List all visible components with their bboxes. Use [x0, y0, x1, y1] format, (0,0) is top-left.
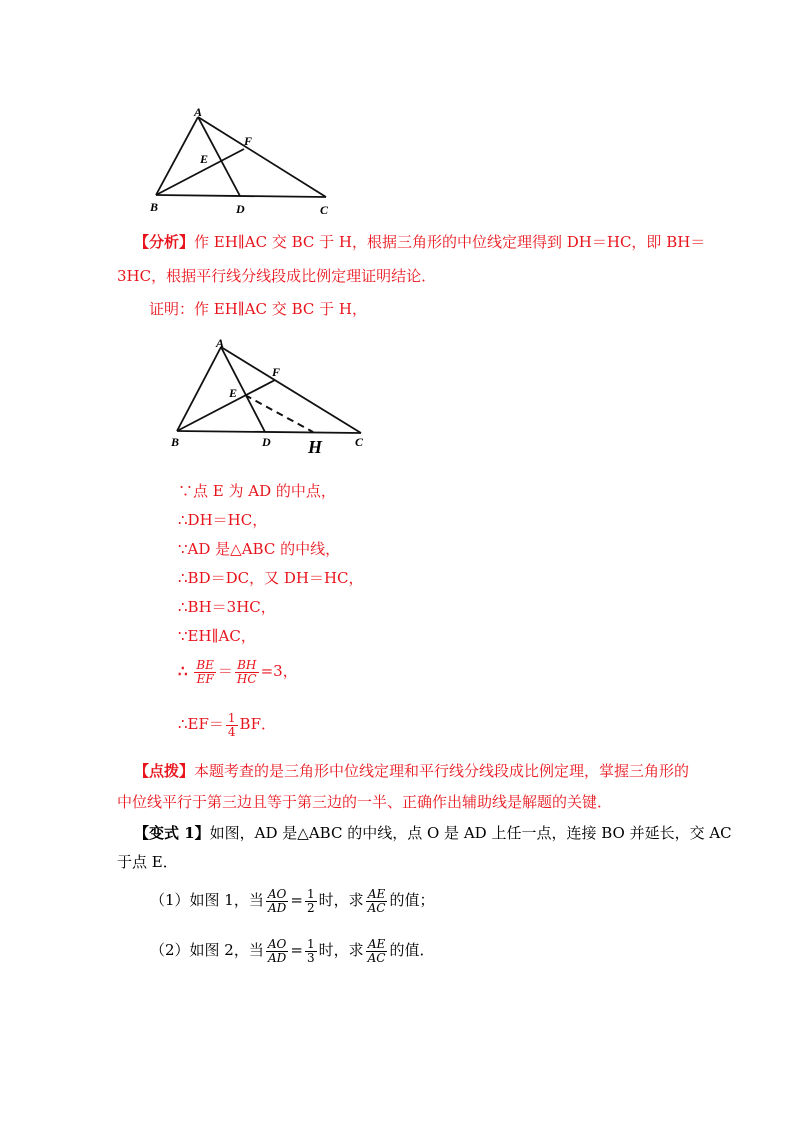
- variant-text-1: 如图，AD 是△ABC 的中线，点 O 是 AD 上任一点，连接 BO 并延长，交 AC: [209, 824, 732, 842]
- label-e: E: [200, 152, 209, 166]
- label-f: F: [244, 134, 253, 148]
- q1-mid: 时，求: [318, 891, 364, 909]
- label-c: C: [320, 203, 329, 217]
- step-8-prefix: ∴EF＝: [178, 715, 224, 733]
- fraction-bh-hc: [235, 659, 259, 686]
- label-a: A: [194, 105, 203, 119]
- segment-bc: [177, 431, 361, 433]
- proof-step-4: ∴BD＝DC，又 DH＝HC，: [178, 569, 364, 587]
- figure-2: [165, 335, 375, 460]
- proof-step-5: ∴BH＝3HC，: [178, 598, 276, 616]
- label-f: F: [272, 365, 281, 379]
- denominator: 2: [306, 900, 315, 915]
- numerator: AE: [366, 938, 388, 952]
- numerator: AE: [366, 888, 388, 902]
- numerator: 1: [306, 886, 315, 901]
- denominator: HC: [236, 671, 257, 686]
- label-c: C: [355, 435, 364, 449]
- variant-line-2: 于点 E．: [117, 853, 178, 871]
- label-h: H: [308, 437, 323, 457]
- analysis-text-1: 作 EH∥AC 交 BC 于 H，根据三角形的中位线定理得到 DH＝HC，即 BH＝: [194, 233, 706, 251]
- denominator: AC: [367, 900, 386, 915]
- therefore-symbol: ∴: [178, 662, 188, 680]
- numerator: AO: [267, 886, 287, 901]
- q2-equals: =: [290, 941, 303, 959]
- tip-text-1: 本题考查的是三角形中位线定理和平行线分线段成比例定理，掌握三角形的: [194, 762, 690, 780]
- label-b: B: [150, 200, 159, 214]
- label-b: B: [171, 435, 180, 449]
- label-a: A: [216, 336, 225, 350]
- segment-ac: [198, 117, 326, 197]
- equals-sign: ＝: [217, 662, 233, 680]
- fraction-ae-ac: [366, 938, 388, 965]
- fraction-ae-ac: [366, 888, 388, 915]
- q1-equals: =: [290, 891, 303, 909]
- denominator: 4: [227, 724, 236, 739]
- numerator: 1: [306, 936, 315, 951]
- q1-prefix: （1）如图 1，当: [150, 891, 264, 909]
- figure-1: [140, 105, 340, 220]
- fraction-one-half: [305, 888, 317, 915]
- variant-line-1: [134, 823, 732, 843]
- denominator: AC: [367, 950, 386, 965]
- proof-step-1: ∵点 E 为 AD 的中点，: [178, 482, 336, 500]
- denominator: AD: [267, 950, 287, 965]
- label-e: E: [229, 386, 238, 400]
- question-1: [150, 882, 434, 918]
- fraction-ao-ad: [266, 888, 289, 915]
- label-d: D: [262, 435, 271, 449]
- fraction-ao-ad: [266, 938, 289, 965]
- tip-line-1: [134, 761, 689, 781]
- analysis-line-2: [117, 266, 436, 286]
- segment-bc: [156, 195, 326, 197]
- proof-step-6: ∵EH∥AC，: [178, 627, 256, 645]
- variant-tag: 【变式 1】: [134, 824, 210, 842]
- numerator: AO: [267, 936, 287, 951]
- fraction-one-quarter: [226, 712, 238, 739]
- proof-step-7: [178, 656, 298, 686]
- tip-tag: 【点拨】: [134, 762, 195, 780]
- fraction-one-third: [305, 938, 317, 965]
- question-2: [150, 932, 434, 968]
- q2-mid: 时，求: [318, 941, 364, 959]
- analysis-line-1: [134, 232, 705, 252]
- proof-intro: 证明：作 EH∥AC 交 BC 于 H，: [149, 300, 367, 318]
- numerator: BE: [196, 657, 214, 672]
- step-7-tail: =3，: [260, 662, 298, 680]
- proof-step-3: ∵AD 是△ABC 的中线，: [178, 540, 341, 558]
- denominator: AD: [267, 900, 287, 915]
- analysis-text-2: 3HC，根据平行线分线段成比例定理证明结论．: [117, 267, 437, 285]
- denominator: 3: [306, 950, 315, 965]
- proof-step-8: [178, 709, 276, 739]
- fraction-be-ef: [194, 659, 216, 686]
- step-8-tail: BF．: [239, 715, 276, 733]
- analysis-tag: 【分析】: [134, 233, 195, 251]
- label-d: D: [236, 202, 245, 216]
- segment-ab: [177, 347, 221, 431]
- numerator: 1: [227, 710, 236, 725]
- tip-line-2: 中位线平行于第三边且等于第三边的一半、正确作出辅助线是解题的关键．: [117, 793, 613, 811]
- q1-tail: 的值；: [389, 891, 435, 909]
- denominator: EF: [196, 671, 214, 686]
- q2-tail: 的值．: [389, 941, 435, 959]
- q2-prefix: （2）如图 2，当: [150, 941, 264, 959]
- proof-step-2: ∴DH＝HC，: [178, 511, 268, 529]
- numerator: BH: [235, 659, 259, 673]
